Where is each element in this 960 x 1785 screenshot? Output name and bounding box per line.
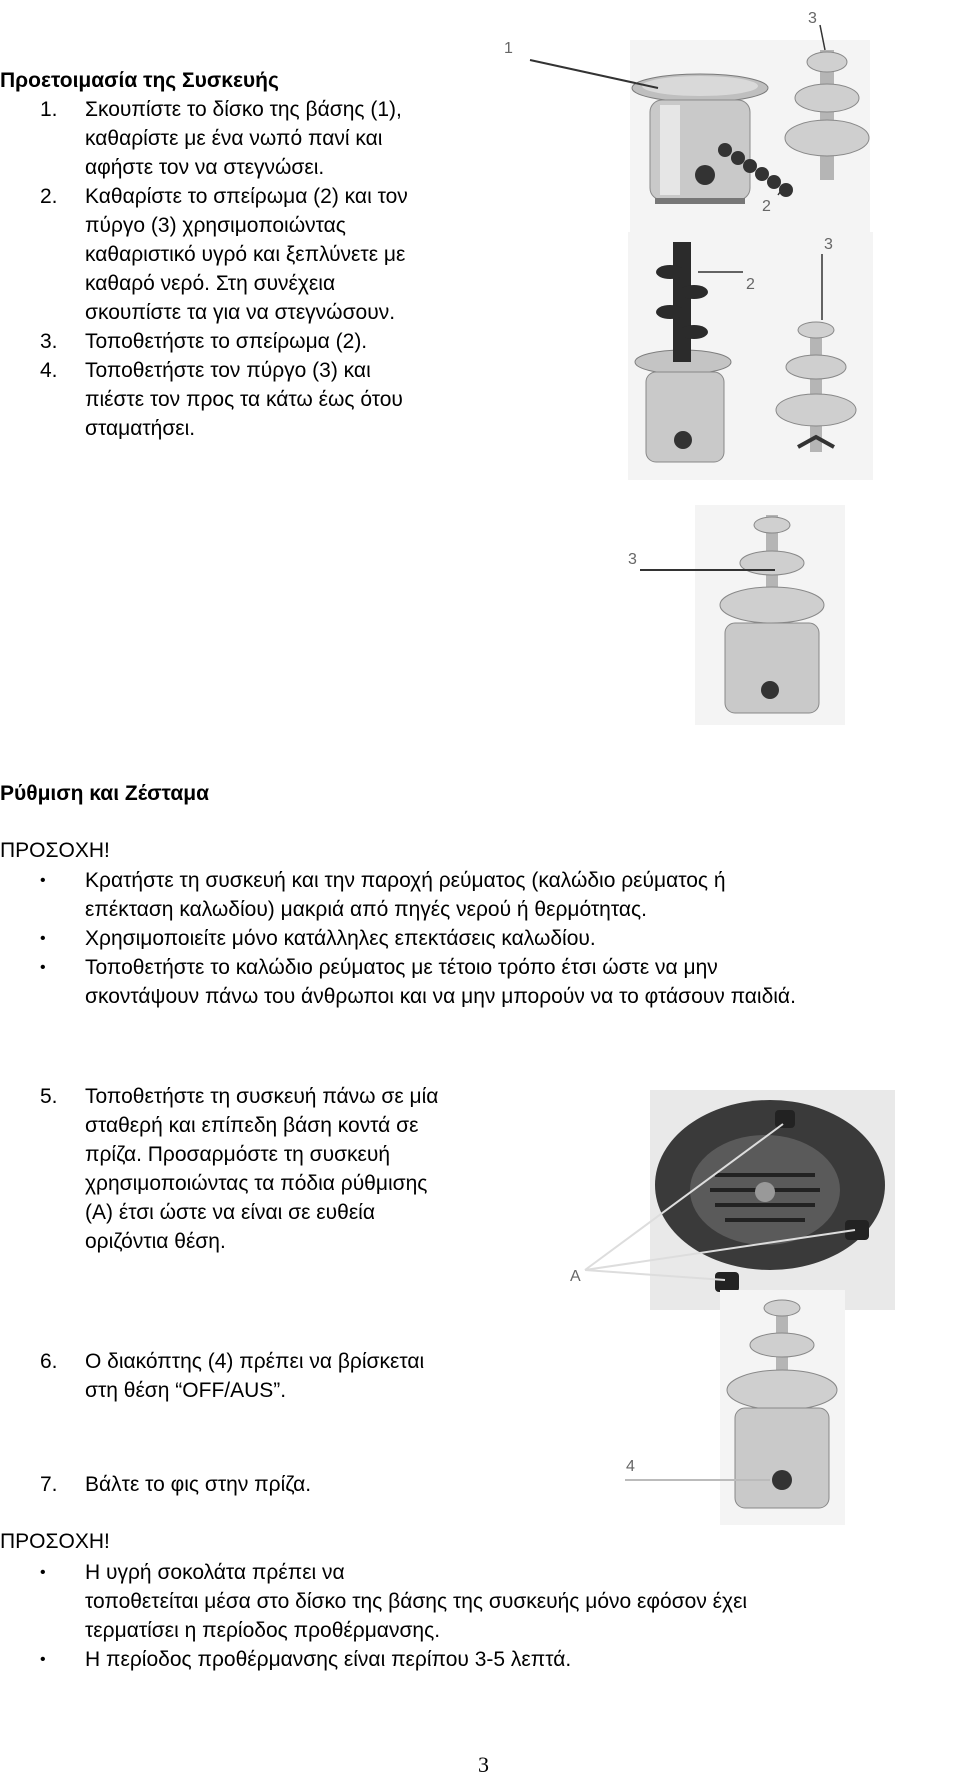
callout-3: 3	[628, 551, 637, 568]
warning-title: ΠΡΟΣΟΧΗ!	[0, 839, 110, 862]
callout-3: 3	[824, 236, 833, 253]
callout-a: A	[570, 1268, 581, 1285]
figure-switch	[620, 1290, 845, 1525]
callout-4: 4	[626, 1458, 635, 1475]
callout-2: 2	[746, 276, 755, 293]
figure-fountain-complete	[620, 505, 845, 725]
warning-title: ΠΡΟΣΟΧΗ!	[0, 1530, 110, 1553]
fountain-complete-illustration	[620, 505, 845, 725]
callout-3: 3	[808, 10, 817, 27]
callout-2: 2	[762, 198, 771, 215]
callout-1: 1	[504, 40, 513, 57]
page-number: 3	[478, 1752, 489, 1777]
fountain-assembly-illustration	[628, 232, 873, 480]
figure-fountain-parts	[500, 10, 870, 235]
fountain-switch-illustration	[620, 1290, 845, 1525]
adjustable-feet-illustration	[565, 1090, 895, 1310]
figure-adjustable-feet	[565, 1090, 895, 1310]
section-title-setup: Ρύθμιση και Ζέσταμα	[0, 782, 210, 805]
section-title-preparation: Προετοιμασία της Συσκευής	[0, 69, 279, 92]
fountain-parts-illustration	[500, 10, 870, 235]
figure-fountain-assembly	[628, 232, 873, 480]
